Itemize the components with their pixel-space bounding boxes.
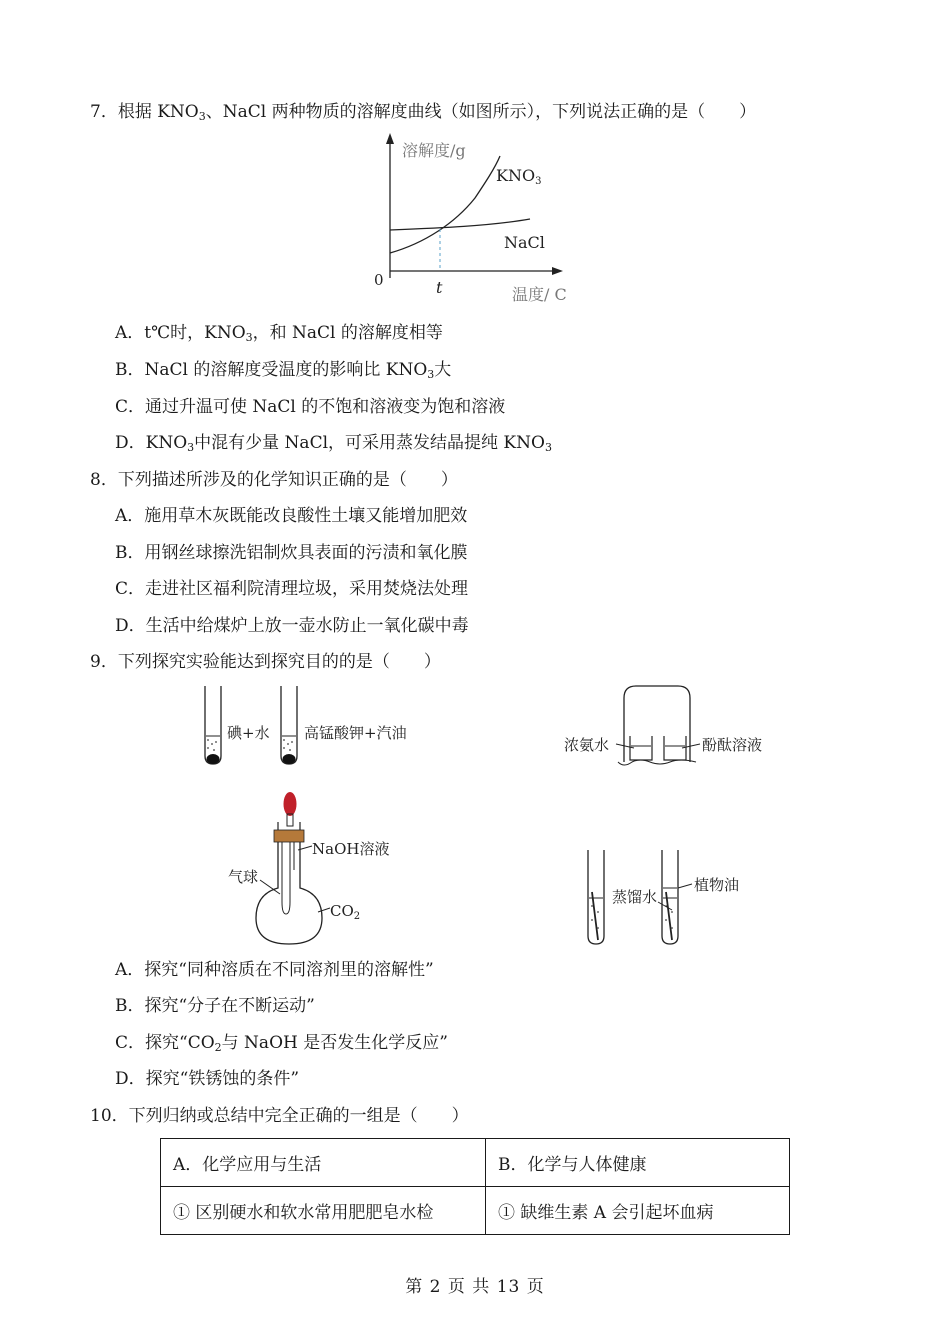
nacl-curve [390, 219, 530, 230]
tube-distilled-water [588, 850, 604, 944]
tube1-label: 碘+水 [227, 724, 270, 742]
q8-option-b: B．用钢丝球擦洗铝制炊具表面的污渍和氧化膜 [115, 543, 468, 563]
q7-option-b: B．NaCl 的溶解度受温度的影响比 $KNO_3$大 [115, 360, 452, 381]
vegetable-oil-label: 植物油 [694, 876, 740, 894]
balloon [282, 842, 290, 914]
distilled-water-label: 蒸馏水 [612, 888, 658, 906]
q9-option-b: B．探究“分子在不断运动” [115, 996, 315, 1016]
figure-b-bell-jar [560, 682, 780, 772]
co2-label: $CO_2$ [330, 902, 361, 922]
balloon-label: 气球 [228, 868, 259, 886]
table-row [161, 1139, 790, 1187]
q8-option-c: C．走进社区福利院清理垃圾，采用焚烧法处理 [115, 579, 469, 599]
y-axis-arrow [386, 133, 394, 144]
table-row [161, 1187, 790, 1235]
page-footer: 第 2 页 共 13 页 [405, 1277, 545, 1297]
q7-option-c: C．通过升温可使 NaCl 的不饱和溶液变为饱和溶液 [115, 397, 506, 417]
q9-option-d: D．探究“铁锈蚀的条件” [115, 1069, 300, 1089]
rubber-stopper [274, 830, 304, 842]
tube-kmno4-gasoline [281, 686, 297, 764]
phenolphthalein-label: 酚酞溶液 [702, 736, 763, 754]
t-label: t [436, 278, 443, 297]
nacl-curve-label: NaCl [504, 233, 545, 252]
tube-iodine-water [205, 686, 221, 764]
figure-a-test-tubes [195, 684, 425, 770]
bell-jar [624, 686, 690, 762]
dropper-bulb [284, 792, 297, 816]
nail-1 [592, 892, 598, 940]
q10-stem: 10．下列归纳或总结中完全正确的一组是（ ） [90, 1106, 469, 1126]
kno3-curve-label: KNO3 [496, 166, 542, 187]
q7-option-d: D．$KNO_3$中混有少量 NaCl，可采用蒸发结晶提纯 $KNO_3$ [115, 433, 552, 454]
table-cell: A．化学应用与生活 [161, 1139, 486, 1187]
q8-option-a: A．施用草木灰既能改良酸性土壤又能增加肥效 [115, 506, 468, 526]
solubility-chart [360, 128, 590, 308]
tube2-label: 高锰酸钾+汽油 [304, 724, 407, 742]
table-cell: ① 缺维生素 A 会引起坏血病 [486, 1187, 790, 1235]
table-cell: B．化学与人体健康 [486, 1139, 790, 1187]
q9-stem: 9．下列探究实验能达到探究目的的是（ ） [90, 652, 441, 672]
q9-option-a: A．探究“同种溶质在不同溶剂里的溶解性” [115, 960, 434, 980]
x-axis-label: 温度/ C [512, 285, 567, 304]
table-cell: ① 区别硬水和软水常用肥肥皂水检 [161, 1187, 486, 1235]
tube-vegetable-oil [662, 850, 678, 944]
q7-stem: 7．根据 $KNO_3$、NaCl 两种物质的溶解度曲线（如图所示），下列说法正确的是（ ） [90, 102, 757, 123]
q8-stem: 8．下列描述所涉及的化学知识正确的是（ ） [90, 470, 458, 490]
figure-d-rust-tubes [580, 846, 780, 946]
q8-option-d: D．生活中给煤炉上放一壶水防止一氧化碳中毒 [115, 616, 469, 636]
naoh-label: NaOH溶液 [312, 840, 390, 858]
ammonia-label: 浓氨水 [564, 736, 610, 754]
origin-label: 0 [374, 271, 384, 289]
figure-c-flask [222, 790, 412, 950]
nail-2 [666, 892, 672, 940]
kno3-curve [390, 156, 500, 253]
y-axis-label: 溶解度/g [402, 141, 466, 160]
q7-option-a: A．t℃时，$KNO_3$，和 NaCl 的溶解度相等 [115, 323, 443, 344]
q10-table [160, 1138, 790, 1235]
x-axis-arrow [552, 267, 563, 275]
q9-option-c: C．探究“$CO_2$与 NaOH 是否发生化学反应” [115, 1033, 448, 1054]
